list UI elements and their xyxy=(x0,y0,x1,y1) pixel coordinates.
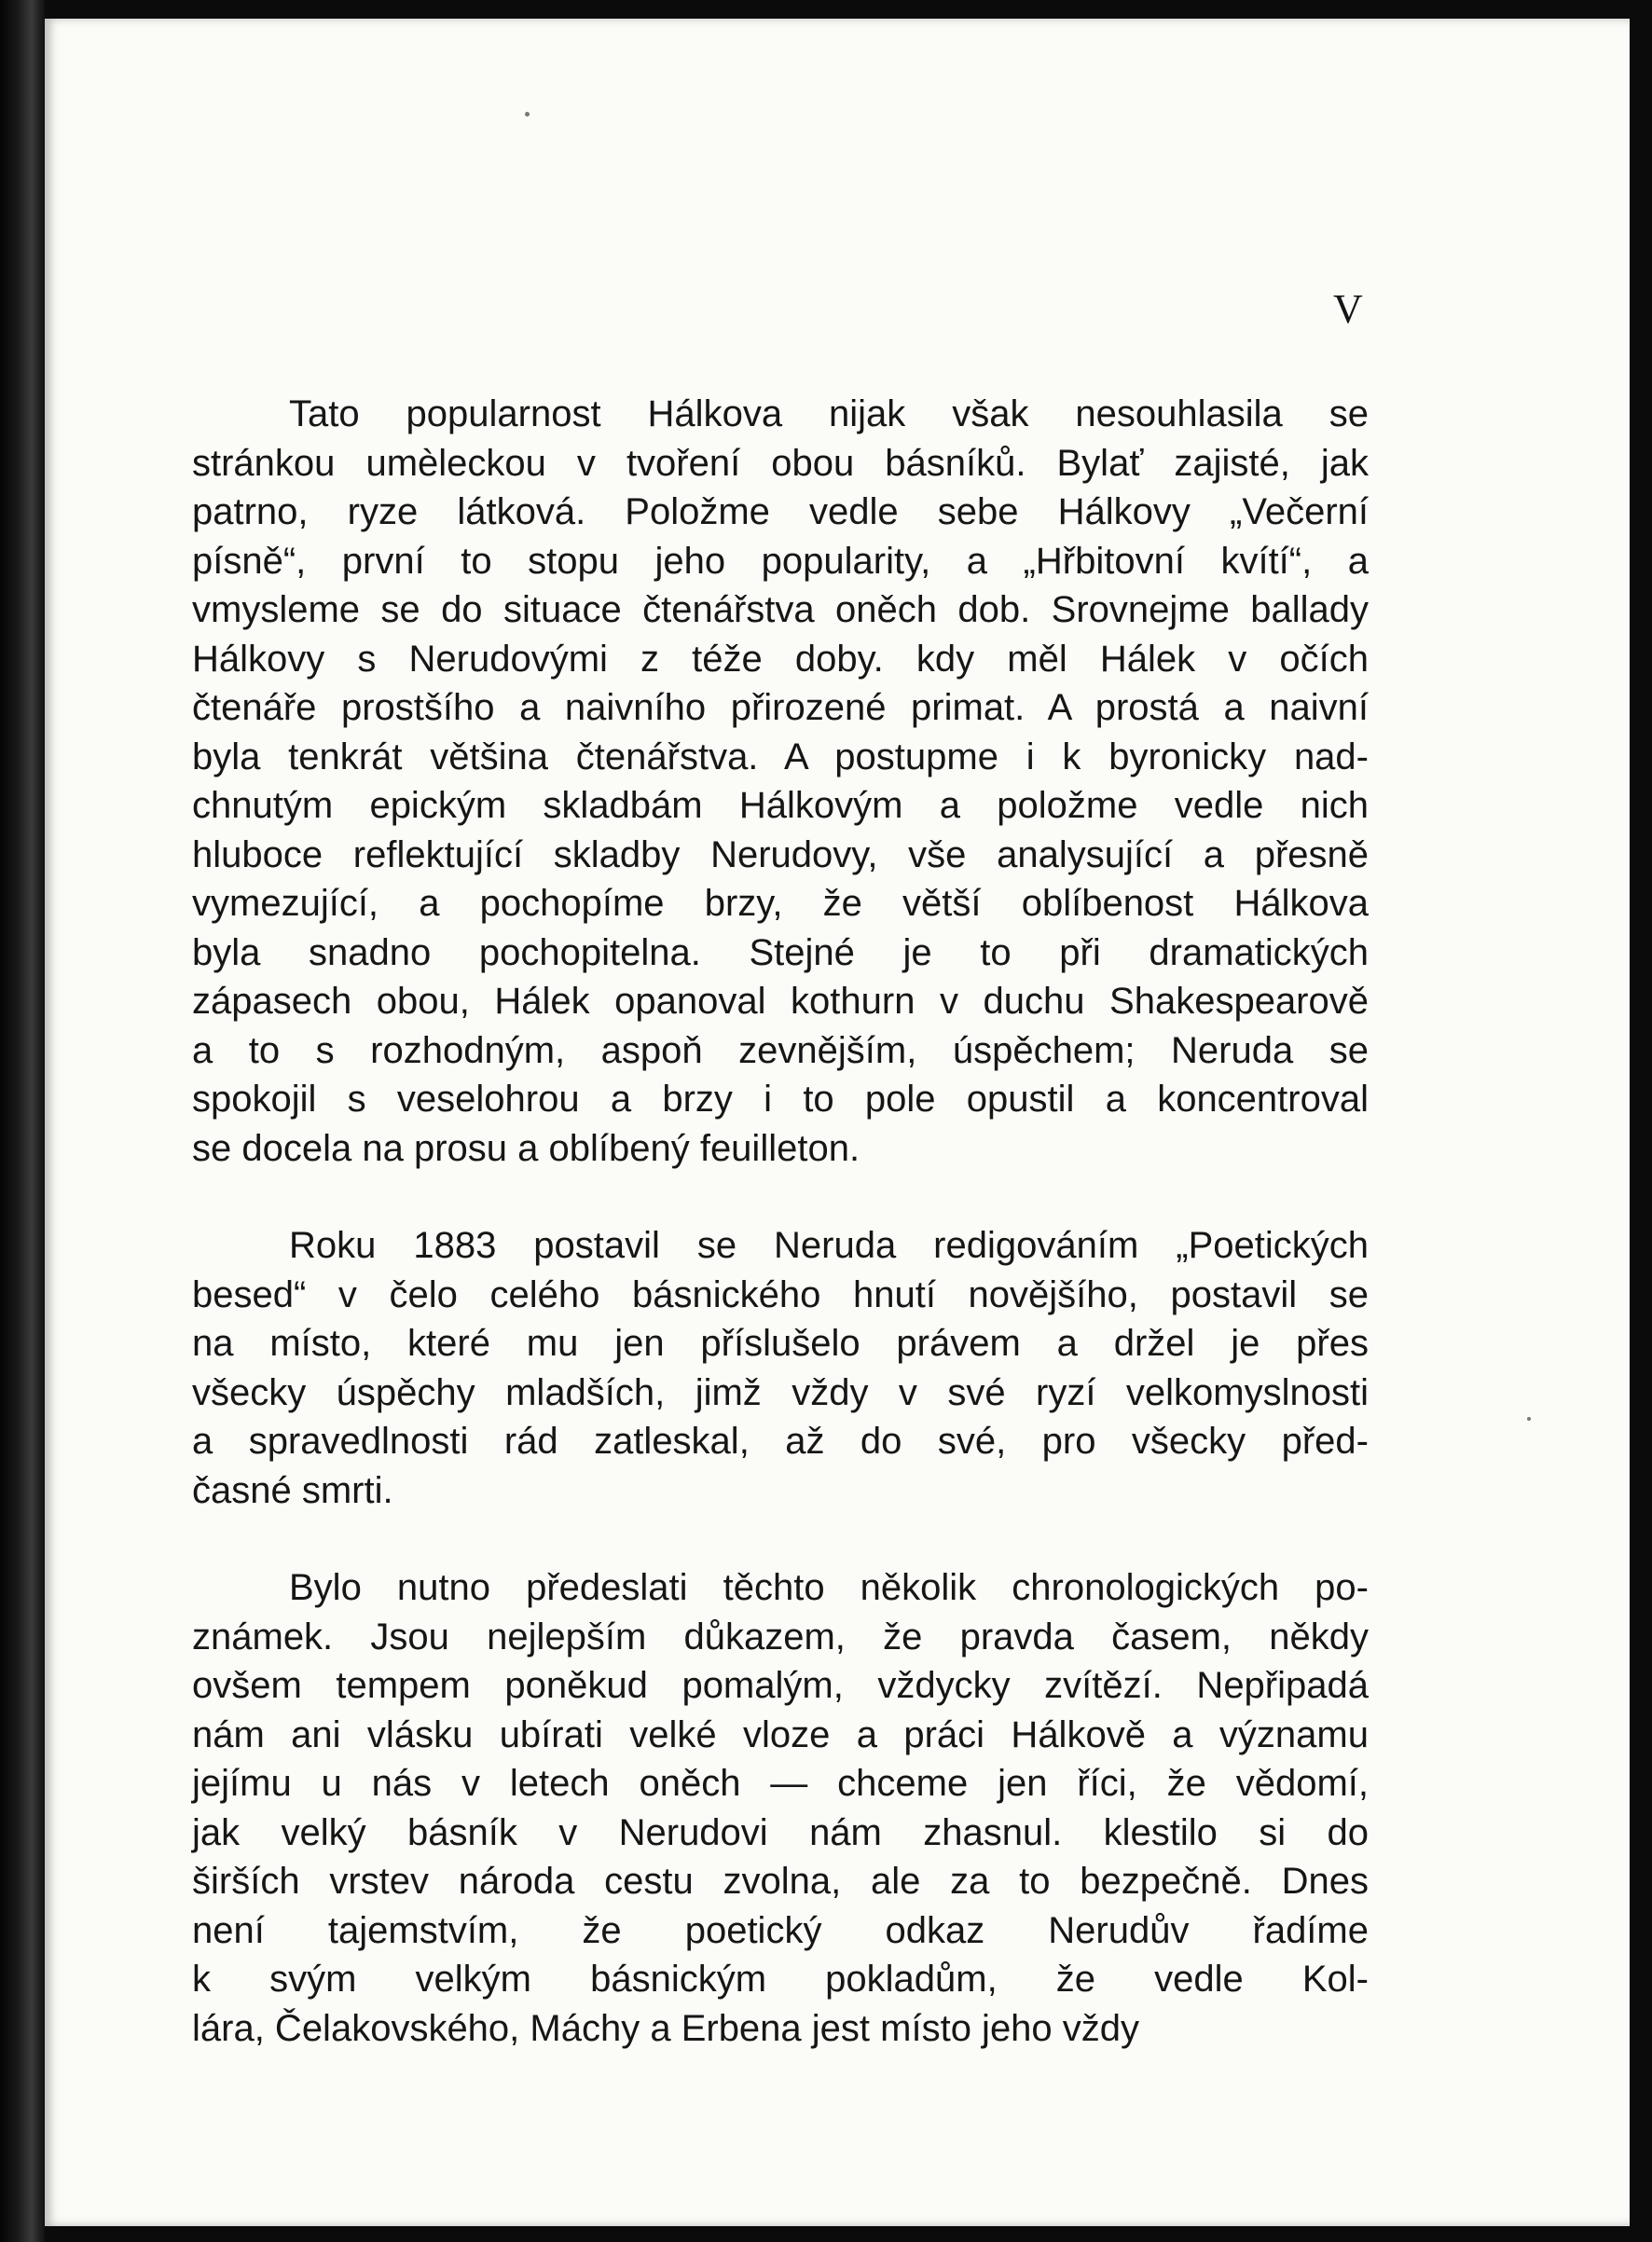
paper-speck xyxy=(525,112,530,117)
text-line: na místo, které mu jen příslušelo právem a držel je přes xyxy=(192,1323,1369,1364)
text-line: patrno, ryze látková. Položme vedle sebe Hálkovy „Večerní xyxy=(192,491,1369,532)
text-line: vmysleme se do situace čtenářstva oněch dob. Srovnejme ballady xyxy=(192,589,1369,630)
text-line: k svým velkým básnickým pokladům, že vedle Kol- xyxy=(192,1959,1369,2000)
text-line: spokojil s veselohrou a brzy i to pole opustil a koncentroval xyxy=(192,1079,1369,1120)
text-line: a spravedlnosti rád zatleskal, až do své, pro všecky před- xyxy=(192,1421,1369,1462)
text-line: čtenáře prostšího a naivního přirozené primat. A prostá a naivní xyxy=(192,687,1369,728)
text-line: jejímu u nás v letech oněch — chceme jen říci, že vědomí, xyxy=(192,1763,1369,1804)
text-line: nám ani vlásku ubírati velké vloze a práci Hálkově a významu xyxy=(192,1713,1369,1755)
text-line: Roku 1883 postavil se Neruda redigováním „Poetických xyxy=(289,1225,1369,1266)
text-line: známek. Jsou nejlepším důkazem, že pravda časem, někdy xyxy=(192,1616,1369,1657)
text-line: širších vrstev národa cestu zvolna, ale za to bezpečně. Dnes xyxy=(192,1861,1369,1902)
text-line: Hálkovy s Nerudovými z téže doby. kdy měl Hálek v očích xyxy=(192,638,1369,680)
body-text xyxy=(192,390,1369,2053)
text-line: lára, Čelakovského, Máchy a Erbena jest místo jeho vždy xyxy=(192,2007,1140,2049)
text-line: chnutým epickým skladbám Hálkovým a položme vedle nich xyxy=(192,785,1369,826)
text-line: písně“, první to stopu jeho popularity, a „Hřbitovní kvítí“, a xyxy=(192,540,1369,582)
text-line: jak velký básník v Nerudovi nám zhasnul. klestilo si do xyxy=(192,1811,1369,1853)
text-line: není tajemstvím, že poetický odkaz Nerudův řadíme xyxy=(192,1909,1369,1951)
text-line: stránkou umèleckou v tvoření obou básníků. Bylať zajisté, jak xyxy=(192,442,1369,484)
page-number: V xyxy=(1333,286,1364,332)
text-line: hluboce reflektující skladby Nerudovy, vše analysující a přesně xyxy=(192,833,1369,875)
paragraph-3 xyxy=(192,1563,1369,2053)
text-line: ovšem tempem poněkud pomalým, vždycky zvítězí. Nepřipadá xyxy=(192,1665,1369,1706)
text-line: časné smrti. xyxy=(192,1469,393,1511)
text-line: a to s rozhodným, aspoň zevnějším, úspěchem; Neruda se xyxy=(192,1029,1369,1071)
text-line: zápasech obou, Hálek opanoval kothurn v duchu Shakespearově xyxy=(192,981,1369,1022)
paper-speck xyxy=(1527,1417,1531,1421)
text-line: byla snadno pochopitelna. Stejné je to při dramatických xyxy=(192,931,1369,973)
text-line: se docela na prosu a oblíbený feuilleton. xyxy=(192,1127,860,1169)
book-spine-edge xyxy=(0,0,45,2242)
text-line: vymezující, a pochopíme brzy, že větší oblíbenost Hálkova xyxy=(192,883,1369,924)
text-line: Tato popularnost Hálkova nijak však nesouhlasila se xyxy=(289,393,1369,434)
paragraph-2 xyxy=(192,1221,1369,1515)
text-line: besed“ v čelo celého básnického hnutí novějšího, postavil se xyxy=(192,1273,1369,1315)
text-line: byla tenkrát většina čtenářstva. A postupme i k byronicky nad- xyxy=(192,736,1369,777)
text-line: Bylo nutno předeslati těchto několik chronologických po- xyxy=(289,1567,1369,1608)
text-line: všecky úspěchy mladších, jimž vždy v své ryzí velkomyslnosti xyxy=(192,1371,1369,1413)
paragraph-1 xyxy=(192,390,1369,1173)
